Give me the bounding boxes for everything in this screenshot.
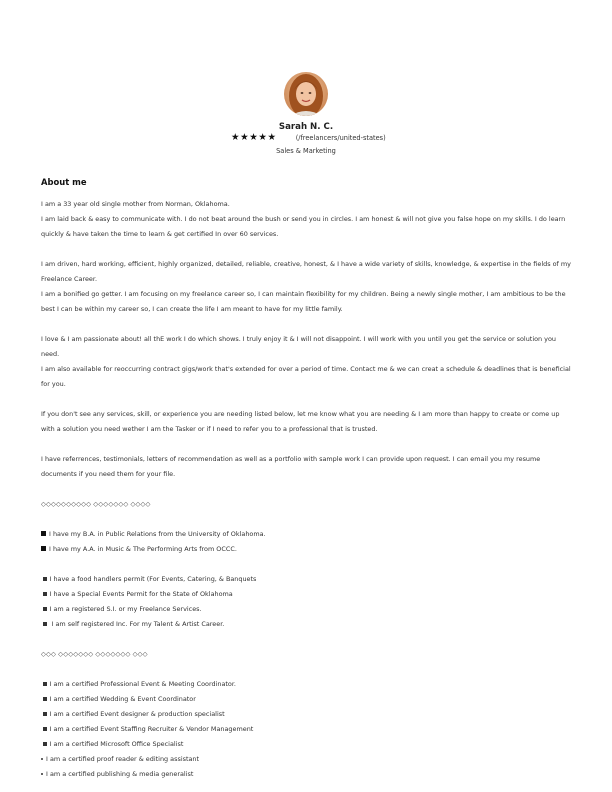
square-bullet-icon	[41, 531, 46, 536]
profile-name: Sarah N. C.	[278, 122, 334, 132]
small-square-bullet-icon	[43, 697, 47, 701]
about-paragraph: I love & I am passionate about! all thE work I do which shows. I truly enjoy it & I will not disappoint. I will work with you until you get the service or solution you need.	[41, 335, 557, 358]
section-divider-symbols: ◇◇◇ ◇◇◇◇◇◇◇ ◇◇◇◇◇◇◇ ◇◇◇	[41, 650, 148, 658]
list-item: I am a certified proof reader & editing assistant	[41, 752, 571, 767]
list-item: I am a certified Wedding & Event Coordinator	[41, 692, 571, 707]
about-paragraph: I am a bonified go getter. I am focusing on my freelance career so, I can maintain flexibility for my children. Being a newly single mother, I am ambitious to be the best I can be within my career so, I can create the life I am meant to have for my little family.	[41, 290, 566, 313]
about-paragraph: I am also available for reoccurring contract gigs/work that's extended for over a period of time. Contact me & we can creat a schedule & deadlines that is beneficial for you.	[41, 365, 571, 388]
about-body	[41, 197, 571, 782]
dot-bullet-icon	[41, 773, 43, 775]
list-item: I am self registered Inc. For my Talent & Artist Career.	[41, 617, 571, 632]
about-paragraph: I am a 33 year old single mother from Norman, Oklahoma.	[41, 200, 230, 208]
about-heading: About me	[41, 177, 87, 187]
about-paragraph: I am driven, hard working, efficient, highly organized, detailed, reliable, creative, honest, & I have a wide variety of skills, knowledge, & expertise in the fields of my Freelance Career.	[41, 260, 571, 283]
list-item: I have my B.A. in Public Relations from the University of Oklahoma.	[41, 527, 571, 542]
small-square-bullet-icon	[43, 592, 47, 596]
list-item: I have a food handlers permit (For Events, Catering, & Banquets	[41, 572, 571, 587]
small-square-bullet-icon	[43, 622, 47, 626]
small-square-bullet-icon	[43, 607, 47, 611]
list-item: I am a certified Event designer & production specialist	[41, 707, 571, 722]
square-bullet-icon	[41, 546, 46, 551]
list-item: I am a certified publishing & media generalist	[41, 767, 571, 782]
about-paragraph: If you don't see any services, skill, or experience you are needing listed below, let me know what you are needing & I am more than happy to create or come up with a solution you need wether I am the Tasker or if I need to refer you to a professional that is trusted.	[41, 410, 560, 433]
list-item: I am a certified Event Staffing Recruiter & Vendor Management	[41, 722, 571, 737]
list-item: I am a certified Microsoft Office Specialist	[41, 737, 571, 752]
about-paragraph: I am laid back & easy to communicate with. I do not beat around the bush or send you in circles. I am honest & will not give you false hope on my skills. I do learn quickly & have taken the time to learn & get certified In over 60 services.	[41, 215, 566, 238]
small-square-bullet-icon	[43, 742, 47, 746]
dot-bullet-icon	[41, 758, 43, 760]
list-item: I have a Special Events Permit for the State of Oklahoma	[41, 587, 571, 602]
licenses-list	[41, 572, 571, 632]
small-square-bullet-icon	[43, 727, 47, 731]
avatar[interactable]	[284, 72, 328, 116]
small-square-bullet-icon	[43, 577, 47, 581]
rating-row	[231, 133, 386, 143]
section-divider-symbols: ◇◇◇◇◇◇◇◇◇◇ ◇◇◇◇◇◇◇ ◇◇◇◇	[41, 500, 151, 508]
list-item: I am a registered S.I. or my Freelance Services.	[41, 602, 571, 617]
small-square-bullet-icon	[43, 712, 47, 716]
small-square-bullet-icon	[43, 682, 47, 686]
about-paragraph: I have referrences, testimonials, letters of recommendation as well as a portfolio with sample work I can provide upon request. I can email you my resume documents if you need them for your file.	[41, 455, 541, 478]
list-item: I am a certified Professional Event & Meeting Coordinator.	[41, 677, 571, 692]
profile-link[interactable]: (/freelancers/united-states)	[295, 134, 386, 142]
profile-category: Sales & Marketing	[276, 147, 336, 155]
avatar-photo-icon	[284, 72, 328, 116]
star-rating-icon: ★★★★★	[231, 132, 277, 143]
certifications-list	[41, 677, 571, 782]
education-list	[41, 527, 571, 557]
list-item: I have my A.A. in Music & The Performing Arts from OCCC.	[41, 542, 571, 557]
